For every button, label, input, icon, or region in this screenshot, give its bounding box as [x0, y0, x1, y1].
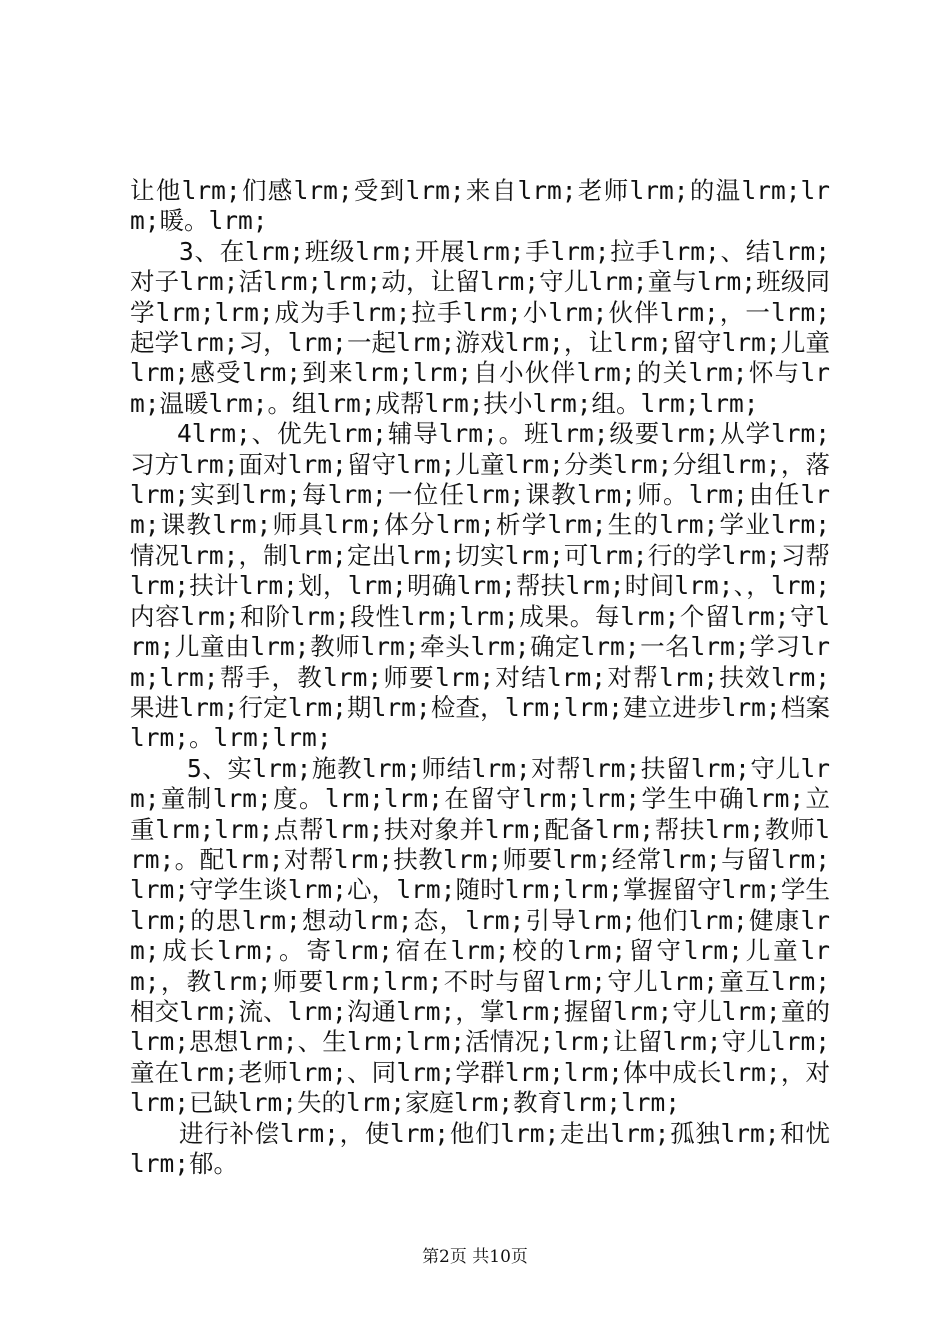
paragraph-3: 4lrm;、优先lrm;辅导lrm;。班lrm;级要lrm;从学lrm;习方lrm;面对lrm;留守lrm;儿童lrm;分类lrm;分组lrm;，落lrm;实到lrm;每lrm;一位任lrm;课教lrm;师。lrm;由任lrm;课教lrm;师具lrm;体分lrm;析学lrm;生的lrm;学业lrm;情况lrm;，制lrm;定出lrm;切实lrm;可lrm;行的学lrm;习帮lrm;扶计lrm;划，lrm;明确lrm;帮扶lrm;时间lrm;、，lrm;内容lrm;和阶lrm;段性lrm;lrm;成果。每lrm;个留lrm;守lrm;儿童由lrm;教师lrm;牵头lrm;确定lrm;一名lrm;学习lrm;lrm;帮手，教lrm;师要lrm;对结lrm;对帮lrm;扶效lrm;果进lrm;行定lrm;期lrm;检查，lrm;lrm;建立进步lrm;档案lrm;。lrm;lrm;	[130, 419, 830, 753]
document-body	[130, 176, 830, 1179]
page-number-footer: 第2页 共10页	[422, 1247, 528, 1267]
paragraph-1: 让他lrm;们感lrm;受到lrm;来自lrm;老师lrm;的温lrm;lrm;暖。lrm;	[130, 176, 830, 236]
paragraph-5: 进行补偿lrm;，使lrm;他们lrm;走出lrm;孤独lrm;和忧lrm;郁。	[130, 1118, 830, 1178]
paragraph-2: 3、在lrm;班级lrm;开展lrm;手lrm;拉手lrm;、结lrm;对子lrm;活lrm;lrm;动，让留lrm;守儿lrm;童与lrm;班级同学lrm;lrm;成为手lrm;拉手lrm;小lrm;伙伴lrm;，一lrm;起学lrm;习，lrm;一起lrm;游戏lrm;，让lrm;留守lrm;儿童lrm;感受lrm;到来lrm;lrm;自小伙伴lrm;的关lrm;怀与lrm;温暖lrm;。组lrm;成帮lrm;扶小lrm;组。lrm;lrm;	[130, 236, 830, 418]
paragraph-4: 5、实lrm;施教lrm;师结lrm;对帮lrm;扶留lrm;守儿lrm;童制lrm;度。lrm;lrm;在留守lrm;lrm;学生中确lrm;立重lrm;lrm;点帮lrm;扶对象并lrm;配备lrm;帮扶lrm;教师lrm;。配lrm;对帮lrm;扶教lrm;师要lrm;经常lrm;与留lrm;lrm;守学生谈lrm;心，lrm;随时lrm;lrm;掌握留守lrm;学生lrm;的思lrm;想动lrm;态，lrm;引导lrm;他们lrm;健康lrm;成长lrm;。寄lrm;宿在lrm;校的lrm;留守lrm;儿童lrm;，教lrm;师要lrm;lrm;不时与留lrm;守儿lrm;童互lrm;相交lrm;流、lrm;沟通lrm;，掌lrm;握留lrm;守儿lrm;童的lrm;思想lrm;、生lrm;lrm;活情况;lrm;让留lrm;守儿lrm;童在lrm;老师lrm;、同lrm;学群lrm;lrm;体中成长lrm;，对lrm;已缺lrm;失的lrm;家庭lrm;教育lrm;lrm;	[130, 753, 830, 1118]
